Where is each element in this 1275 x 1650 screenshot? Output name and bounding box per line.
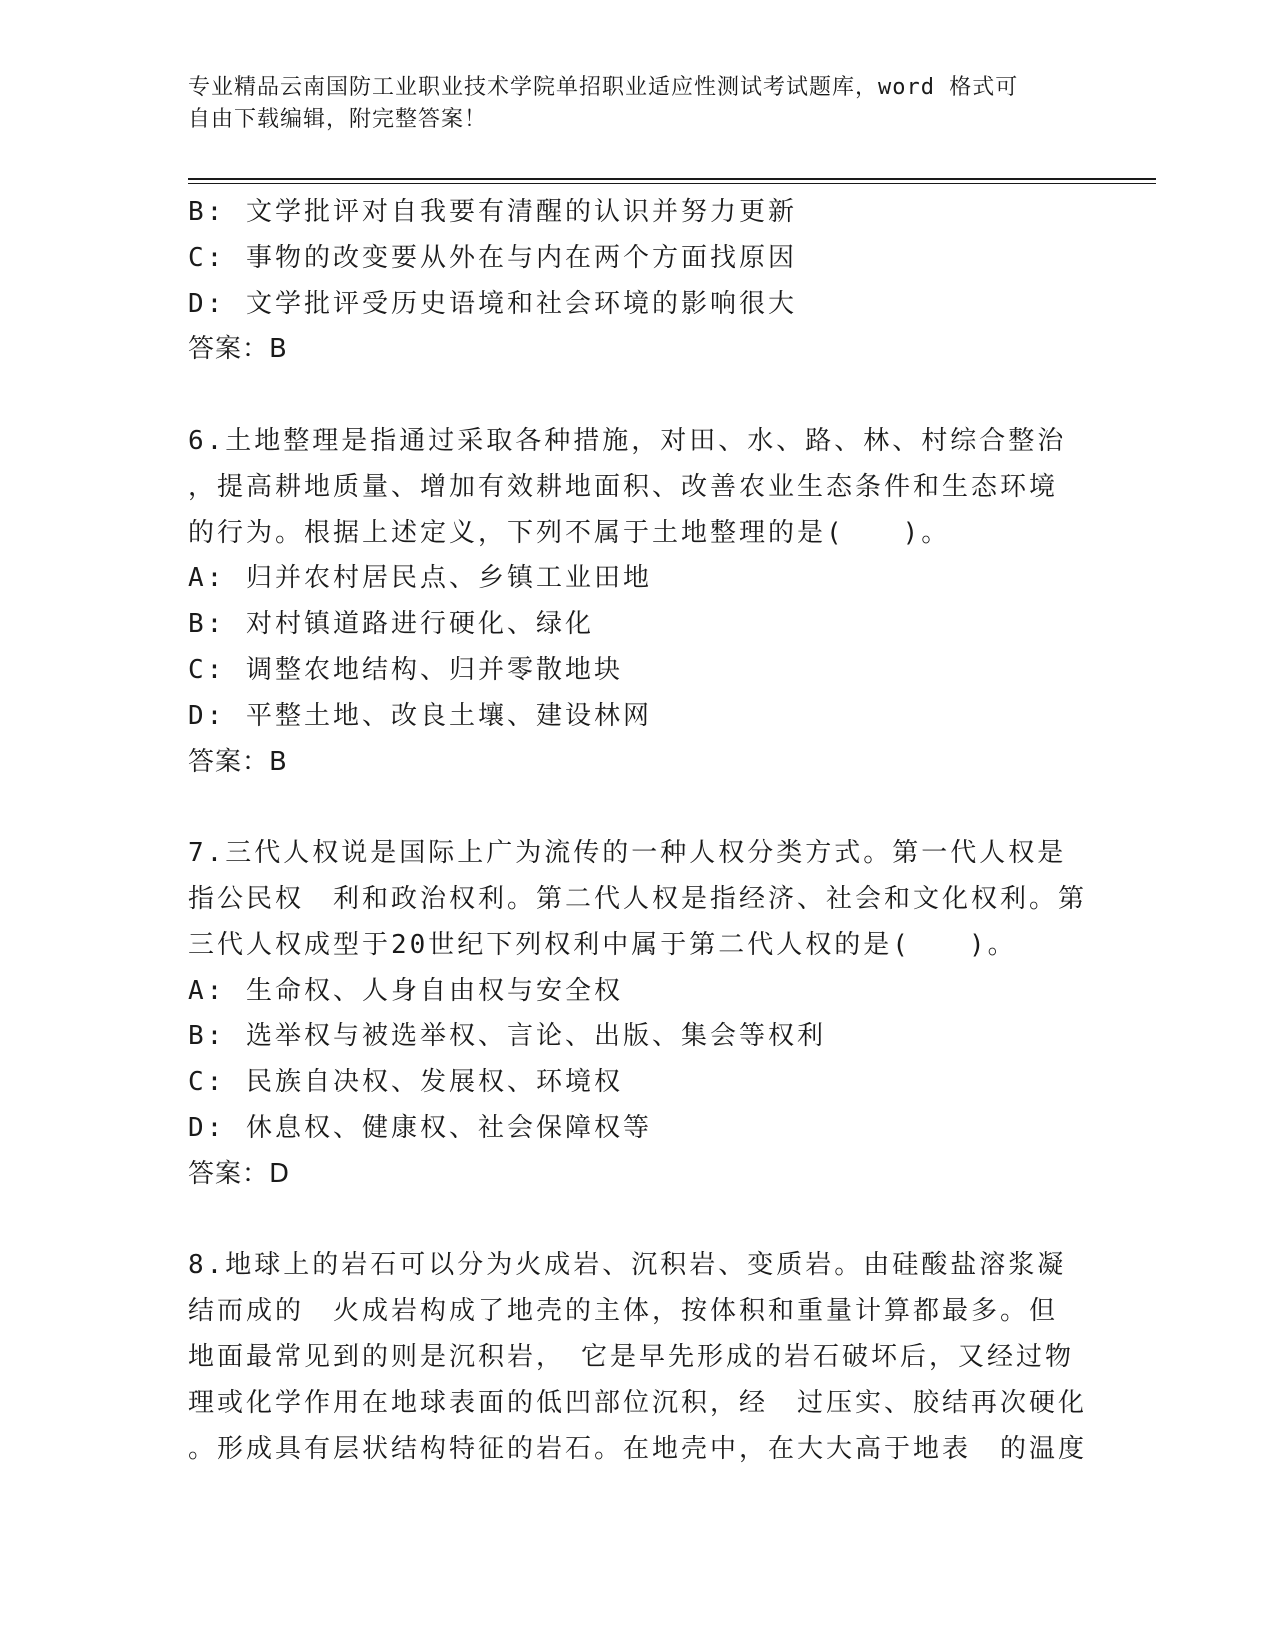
question-stem-line: 地面最常见到的则是沉积岩， 它是早先形成的岩石破坏后，又经过物	[188, 1341, 1075, 1372]
option-line	[188, 1106, 1088, 1152]
option-letter: D:	[188, 700, 226, 731]
option-text: 平整土地、改良土壤、建设林网	[246, 700, 653, 731]
question-stem-line: 理或化学作用在地球表面的低凹部位沉积，经 过压实、胶结再次硬化	[188, 1387, 1088, 1418]
option-letter: C:	[188, 654, 226, 685]
header-divider-thin	[188, 183, 1156, 184]
question-stem-line: 6.土地整理是指通过采取各种措施，对田、水、路、林、村综合整治	[188, 425, 1067, 456]
question-stem-line: 结而成的 火成岩构成了地壳的主体，按体积和重量计算都最多。但	[188, 1296, 1059, 1327]
option-text: 文学批评对自我要有清醒的认识并努力更新	[246, 197, 798, 227]
question-stem-line: 指公民权 利和政治权利。第二代人权是指经济、社会和文化权利。第	[188, 883, 1088, 914]
option-line	[188, 1060, 1088, 1106]
option-line	[188, 648, 1088, 694]
option-text: 民族自决权、发展权、环境权	[246, 1067, 624, 1098]
answer-line: 答案：B	[188, 746, 288, 777]
option-text: 休息权、健康权、社会保障权等	[246, 1112, 653, 1143]
spacer	[188, 373, 1088, 419]
option-line	[188, 190, 1088, 236]
option-line	[188, 602, 1088, 648]
option-text: 生命权、人身自由权与安全权	[246, 975, 624, 1006]
option-letter: B:	[188, 1021, 226, 1052]
header-divider	[188, 178, 1156, 180]
option-line	[188, 282, 1088, 328]
question-stem-line: 8.地球上的岩石可以分为火成岩、沉积岩、变质岩。由硅酸盐溶浆凝	[188, 1250, 1067, 1281]
option-letter: A:	[188, 563, 226, 594]
option-text: 文学批评受历史语境和社会环境的影响很大	[246, 288, 798, 319]
spacer	[188, 1198, 1088, 1244]
option-line	[188, 694, 1088, 740]
spacer	[188, 785, 1088, 831]
answer-line: 答案：B	[188, 334, 288, 365]
answer-line: 答案：D	[188, 1158, 291, 1189]
question-stem-line: 7.三代人权说是国际上广为流传的一种人权分类方式。第一代人权是	[188, 838, 1067, 869]
option-line	[188, 236, 1088, 282]
option-letter: A:	[188, 975, 226, 1006]
option-text: 调整农地结构、归并零散地块	[246, 654, 624, 685]
question-stem-line: 三代人权成型于20世纪下列权利中属于第二代人权的是( )。	[188, 929, 1017, 960]
page-header	[188, 72, 1088, 136]
option-line	[188, 556, 1088, 602]
option-line	[188, 1014, 1088, 1060]
option-text: 选举权与被选举权、言论、出版、集会等权利	[246, 1021, 827, 1052]
header-line: 自由下载编辑，附完整答案！	[188, 107, 488, 132]
question-body	[188, 190, 1088, 1472]
option-letter: B:	[188, 609, 226, 640]
option-line	[188, 969, 1088, 1015]
question-stem-line: 的行为。根据上述定义，下列不属于土地整理的是( )。	[188, 517, 951, 548]
option-letter: C:	[188, 242, 226, 273]
question-stem-line: ，提高耕地质量、增加有效耕地面积、改善农业生态条件和生态环境	[188, 471, 1059, 502]
header-line: 专业精品云南国防工业职业技术学院单招职业适应性测试考试题库，word 格式可	[188, 75, 1019, 100]
option-letter: B:	[188, 197, 226, 227]
option-letter: D:	[188, 1112, 226, 1143]
option-letter: C:	[188, 1067, 226, 1098]
option-text: 事物的改变要从外在与内在两个方面找原因	[246, 242, 798, 273]
question-stem-line: 。形成具有层状结构特征的岩石。在地壳中，在大大高于地表 的温度	[188, 1433, 1088, 1464]
option-text: 对村镇道路进行硬化、绿化	[246, 609, 595, 640]
option-text: 归并农村居民点、乡镇工业田地	[246, 563, 653, 594]
option-letter: D:	[188, 288, 226, 319]
